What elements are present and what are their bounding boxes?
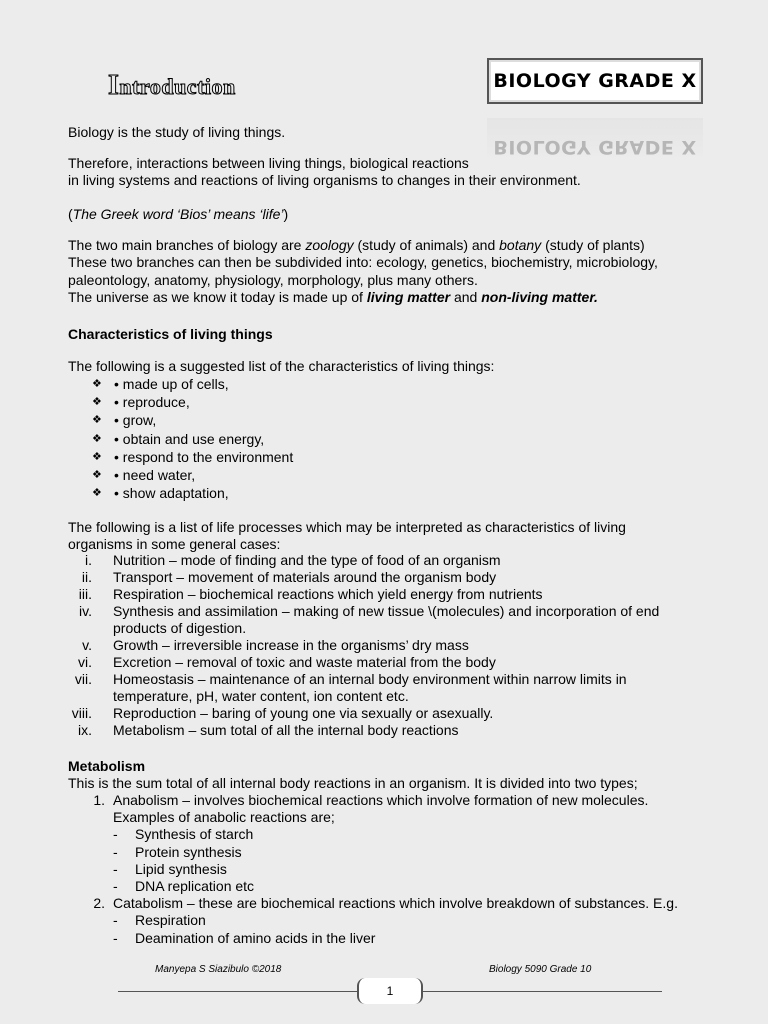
- footer-divider-left: [118, 991, 358, 992]
- list-item: vii. Homeostasis – maintenance of an internal body environment within narrow limits in temperature, pH, water content, ion content etc.: [74, 671, 627, 704]
- metabolism-intro: This is the sum total of all internal body reactions in an organism. It is divided into two types;: [68, 775, 638, 791]
- intro-paragraph-2: [68, 155, 581, 190]
- list-item: ix. Metabolism – sum total of all the internal body reactions: [78, 722, 459, 738]
- diamond-bullet-icon: ❖: [92, 396, 102, 409]
- list-item: - Synthesis of starch: [113, 826, 254, 843]
- branches-line-3: paleontology, anatomy, physiology, morphology, plus many others.: [68, 271, 478, 288]
- biology-grade-title: [487, 58, 703, 104]
- life-processes-intro: [68, 519, 626, 536]
- list-item: ❖ • show adaptation,: [92, 485, 229, 502]
- page-number: 1: [357, 978, 423, 1004]
- life-processes-intro-line-1: The following is a list of life processes which may be interpreted as characteristics of living: [68, 519, 626, 535]
- diamond-bullet-icon: ❖: [92, 487, 102, 500]
- grade-title-text: BIOLOGY GRADE X: [493, 70, 697, 92]
- list-item: viii. Reproduction – baring of young one via sexually or asexually.: [71, 705, 494, 721]
- diamond-bullet-icon: ❖: [92, 432, 102, 445]
- list-item: iii. Respiration – biochemical reactions which yield energy from nutrients: [78, 586, 543, 602]
- list-item: ❖ • reproduce,: [92, 394, 190, 411]
- list-item: - DNA replication etc: [113, 878, 255, 895]
- list-item: - Deamination of amino acids in the liver: [113, 929, 376, 946]
- list-item: - Respiration: [113, 912, 206, 929]
- footer-author: Manyepa S Siazibulo ©2018: [155, 964, 282, 975]
- diamond-bullet-icon: ❖: [92, 450, 102, 463]
- diamond-bullet-icon: ❖: [92, 469, 102, 482]
- anabolism-examples: Examples of anabolic reactions are;: [113, 809, 335, 826]
- list-item: ❖ • need water,: [92, 467, 196, 484]
- list-item: iv. Synthesis and assimilation – making of new tissue \(molecules) and incorporation of end products of digestion.: [79, 603, 660, 636]
- greek-word-note: (The Greek word ‘Bios’ means ‘life’): [68, 206, 289, 222]
- intro-paragraph-2-line-2: in living systems and reactions of living organisms to changes in their environment.: [68, 172, 581, 189]
- metabolism-heading: Metabolism: [68, 758, 146, 774]
- footer-course: Biology 5090 Grade 10: [489, 964, 592, 975]
- intro-paragraph-1: Biology is the study of living things.: [68, 124, 286, 140]
- list-item: i. Nutrition – mode of finding and the type of food of an organism: [85, 552, 501, 568]
- characteristics-list: [92, 375, 293, 502]
- grade-title-reflection: BIOLOGY GRADE X: [487, 118, 703, 158]
- diamond-bullet-icon: ❖: [92, 378, 102, 390]
- list-item: - Protein synthesis: [113, 843, 242, 860]
- characteristics-heading: Characteristics of living things: [68, 326, 273, 342]
- list-item: ❖ • obtain and use energy,: [92, 430, 265, 447]
- characteristics-intro: The following is a suggested list of the characteristics of living things:: [68, 358, 495, 374]
- metabolism-list: [68, 792, 678, 947]
- introduction-title: Introduction: [108, 70, 236, 101]
- list-item: ❖ • grow,: [92, 412, 157, 429]
- list-item: ❖ • respond to the environment: [92, 448, 294, 465]
- footer-divider-right: [418, 991, 662, 992]
- list-item: 2. Catabolism – these are biochemical reactions which involve breakdown of substances. E.g.: [93, 895, 678, 912]
- list-item: vi. Excretion – removal of toxic and waste material from the body: [78, 654, 496, 670]
- list-item: 1. Anabolism – involves biochemical reactions which involve formation of new molecules.: [93, 792, 649, 808]
- branches-paragraph: [68, 237, 658, 307]
- branches-line-1: The two main branches of biology are zoology (study of animals) and botany (study of plants): [68, 237, 645, 253]
- list-item: ❖ • made up of cells,: [92, 376, 229, 392]
- list-item: v. Growth – irreversible increase in the organisms’ dry mass: [82, 637, 469, 653]
- branches-line-2: These two branches can then be subdivided into: ecology, genetics, biochemistry, microbiology,: [68, 254, 658, 271]
- life-processes-list: [68, 552, 693, 739]
- intro-paragraph-2-line-1: Therefore, interactions between living things, biological reactions: [68, 155, 469, 171]
- branches-line-4: The universe as we know it today is made up of living matter and non-living matter.: [68, 289, 598, 306]
- diamond-bullet-icon: ❖: [92, 414, 102, 427]
- life-processes-intro-2: organisms in some general cases:: [68, 536, 281, 552]
- list-item: ii. Transport – movement of materials around the organism body: [81, 569, 497, 585]
- list-item: - Lipid synthesis: [113, 860, 227, 877]
